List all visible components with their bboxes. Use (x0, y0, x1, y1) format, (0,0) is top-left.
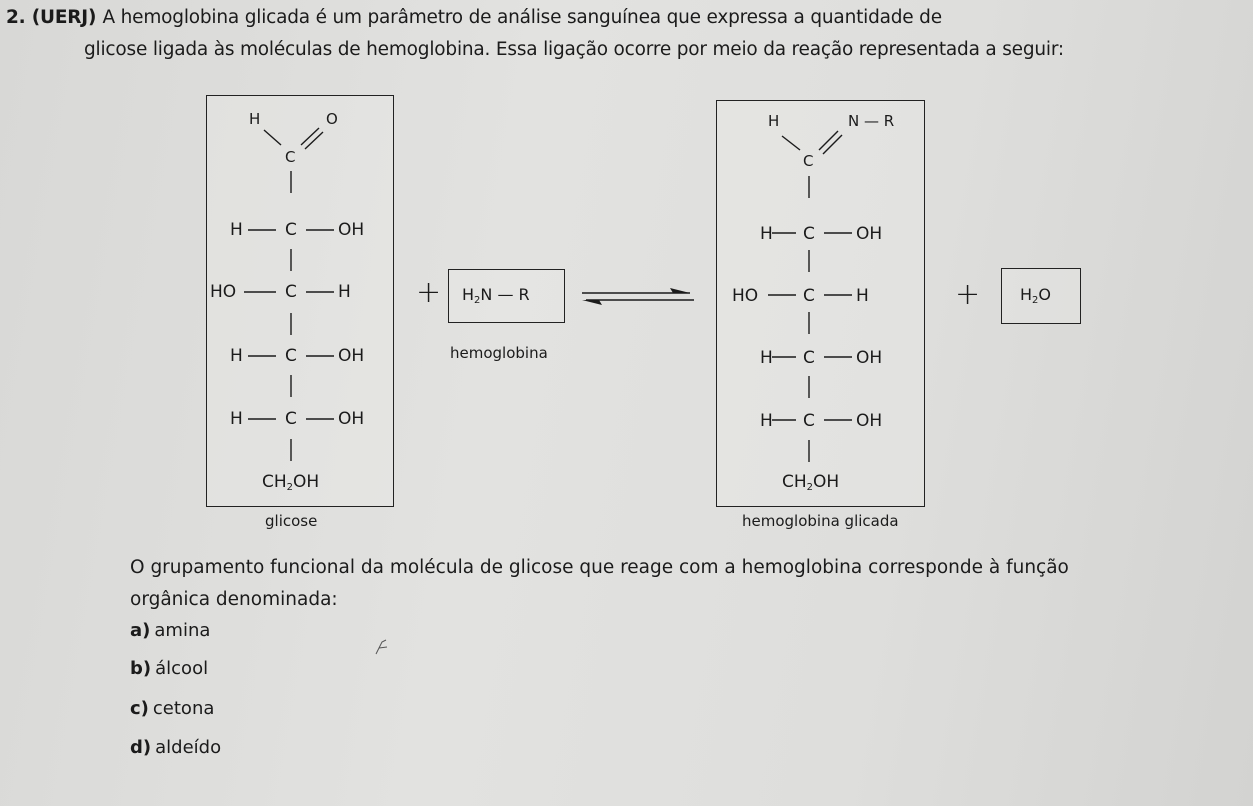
pencil-mark (372, 636, 392, 658)
option-b-text: álcool (155, 658, 209, 679)
statement-line-1: O grupamento funcional da molécula de glicose que reage com a hemoglobina corresponde à função (130, 557, 1069, 578)
glucose-top-o: O (326, 110, 338, 128)
statement-line-2: orgânica denominada: (130, 589, 338, 610)
glucose-bottom-sub: 2 (286, 482, 294, 493)
product-row4-left: H (760, 411, 773, 431)
bond-h-c (264, 130, 281, 145)
product-bottom-oh: OH (813, 472, 840, 492)
option-c[interactable] (130, 698, 214, 719)
option-d[interactable] (130, 737, 221, 758)
option-d-text: aldeído (155, 737, 222, 758)
question-header (6, 2, 1246, 66)
bond-c-n-2 (823, 135, 842, 154)
product-row3-center: C (803, 348, 815, 368)
product-row3-left: H (760, 348, 773, 368)
option-c-letter: c) (130, 698, 149, 719)
forward-arrowhead (670, 288, 690, 293)
glucose-row1-left: H (230, 220, 243, 240)
header-line-2: glicose ligada às moléculas de hemoglobina. Essa ligação ocorre por meio da reação representada a seguir: (84, 39, 1064, 60)
glucose-row4-right: OH (338, 409, 365, 429)
product-row2-right: H (856, 286, 869, 306)
product-row1-center: C (803, 224, 815, 244)
product-row1-left: H (760, 224, 773, 244)
option-b[interactable] (130, 658, 208, 679)
amine-caption: hemoglobina (450, 344, 548, 362)
product-row2-left: HO (732, 286, 759, 306)
option-a-letter: a) (130, 620, 151, 641)
amine-sub: 2 (474, 295, 481, 306)
water-o: O (1038, 285, 1051, 304)
header-line-1 (6, 2, 1246, 34)
bond-c-o-2 (305, 132, 323, 149)
glucose-carbonyl-c: C (285, 148, 296, 166)
option-a[interactable] (130, 620, 210, 641)
product-row4-center: C (803, 411, 815, 431)
water-sub: 2 (1032, 295, 1039, 306)
question-number: 2. (UERJ) (6, 7, 97, 28)
product-bottom-sub: 2 (806, 482, 814, 493)
option-c-text: cetona (152, 698, 215, 719)
plus-sign-1: + (416, 275, 442, 310)
question-statement (130, 552, 1230, 616)
glucose-row3-left: H (230, 346, 243, 366)
option-d-letter: d) (130, 737, 152, 758)
glucose-row3-center: C (285, 346, 297, 366)
option-b-letter: b) (130, 658, 152, 679)
glucose-row1-center: C (285, 220, 297, 240)
bond-c-n-1 (819, 131, 838, 150)
glucose-row3-right: OH (338, 346, 365, 366)
glucose-caption: glicose (265, 512, 318, 530)
glucose-row4-left: H (230, 409, 243, 429)
glucose-row1-right: OH (338, 220, 365, 240)
glucose-row2-right: H (338, 282, 351, 302)
header-text-1: A hemoglobina glicada é um parâmetro de análise sanguínea que expressa a quantidade de (102, 7, 942, 28)
product-caption: hemoglobina glicada (742, 512, 899, 530)
amine-formula (462, 285, 530, 306)
bond-c-o-1 (301, 128, 319, 145)
product-bottom-ch2oh (782, 472, 839, 493)
glucose-row2-center: C (285, 282, 297, 302)
glucose-bottom-oh: OH (293, 472, 320, 492)
product-row3-right: OH (856, 348, 883, 368)
amine-h: H (462, 285, 475, 304)
product-row2-center: C (803, 286, 815, 306)
glucose-top-h: H (249, 110, 261, 128)
glucose-row4-center: C (285, 409, 297, 429)
reverse-arrowhead (582, 300, 602, 305)
product-top-nr: N — R (848, 112, 895, 130)
product-row4-right: OH (856, 411, 883, 431)
equilibrium-arrow (578, 282, 698, 312)
water-h: H (1020, 285, 1033, 304)
bond-h-c (782, 136, 800, 150)
glucose-bottom-ch: CH (262, 472, 287, 492)
option-a-text: amina (154, 620, 211, 641)
glucose-bottom-ch2oh (262, 472, 319, 493)
water-formula (1020, 285, 1051, 306)
amine-nr: N — R (480, 285, 530, 304)
plus-sign-2: + (955, 277, 981, 312)
product-imine-c: C (803, 152, 814, 170)
glucose-row2-left: HO (210, 282, 237, 302)
product-bottom-ch: CH (782, 472, 807, 492)
product-top-h: H (768, 112, 780, 130)
product-row1-right: OH (856, 224, 883, 244)
